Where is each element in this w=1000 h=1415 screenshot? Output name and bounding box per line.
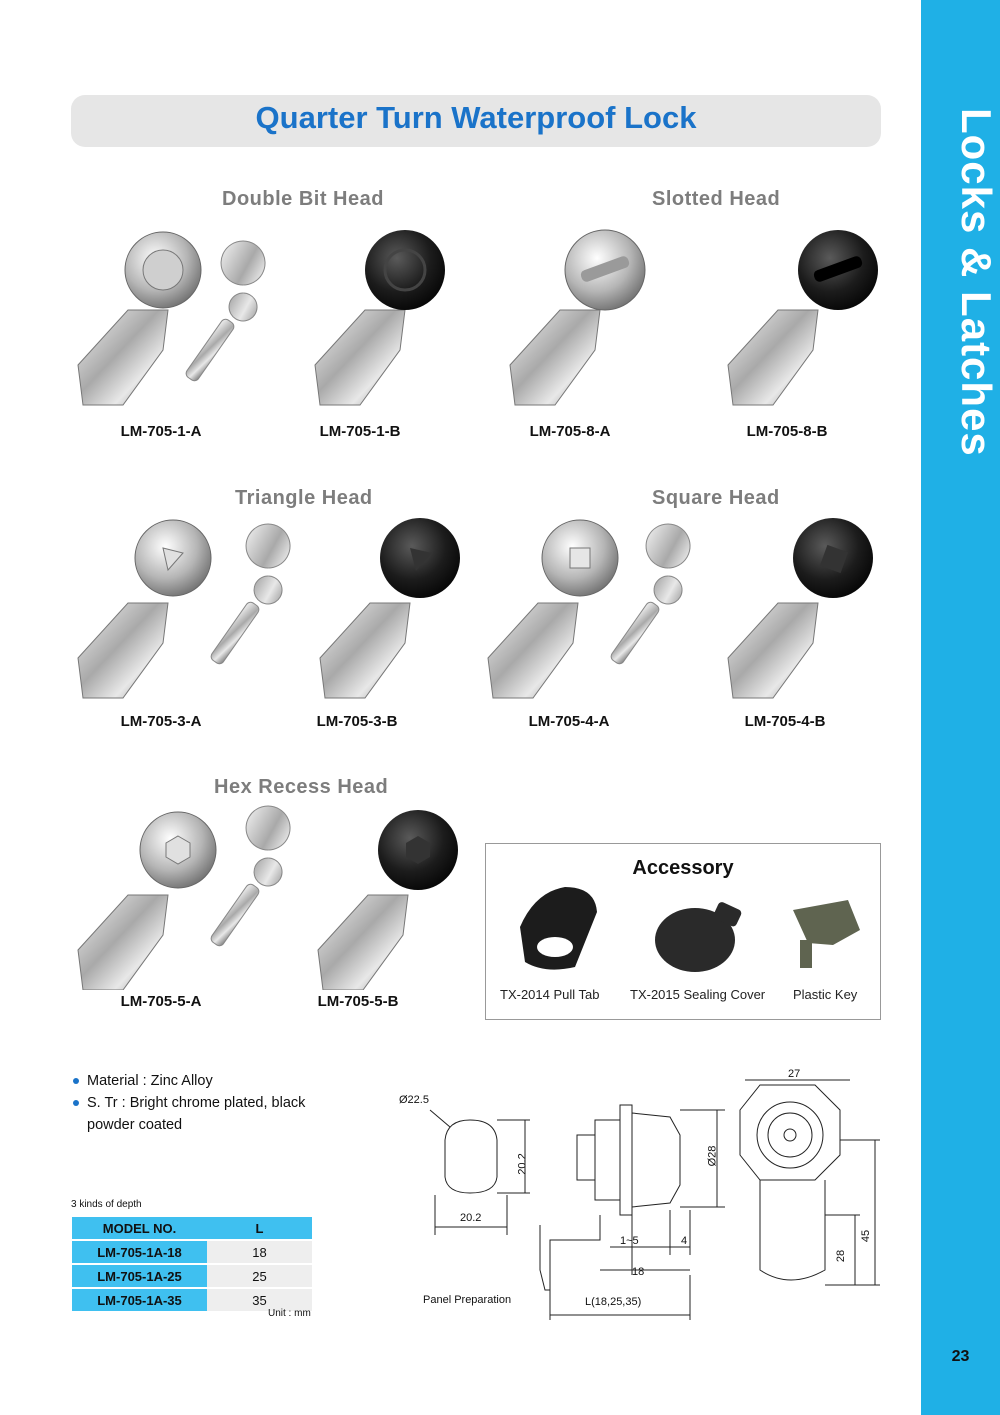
dimension-label: 27 [788,1068,801,1080]
product-image-lm-705-4-a [478,508,718,703]
dimension-label: 28 [835,1249,848,1263]
drawing-caption: Panel Preparation [423,1294,512,1306]
table-row [72,1241,312,1263]
depth-table [72,1215,312,1313]
page-number: 23 [951,1348,970,1365]
group-title-double-bit: Double Bit Head [222,188,384,210]
group-title-square: Square Head [652,487,780,509]
plastic-key-image [788,895,868,975]
model-cell: LM-705-1A-18 [72,1241,207,1263]
dimension-label: 18 [632,1266,645,1278]
dimension-label: 45 [860,1229,873,1243]
product-label: LM-705-3-A [120,713,202,730]
dimension-label: 4 [681,1235,688,1247]
spec-item: S. Tr : Bright chrome plated, black [73,1092,305,1114]
dimension-label: 1~5 [620,1235,639,1247]
unit-note: Unit : mm [268,1308,311,1319]
product-label: LM-705-8-B [746,423,828,440]
depth-note: 3 kinds of depth [71,1199,142,1210]
product-image-lm-705-8-b [718,215,888,410]
dimension-label: L(18,25,35) [585,1296,642,1308]
page-title: Quarter Turn Waterproof Lock [255,100,697,135]
product-image-lm-705-5-a [68,800,318,990]
product-label: LM-705-3-B [316,713,398,730]
product-image-lm-705-5-b [308,800,478,990]
column-header: MODEL NO. [72,1217,207,1239]
table-row [72,1265,312,1287]
pull-tab-image [505,882,605,977]
table-header-row [72,1217,312,1239]
technical-drawing [395,1065,895,1325]
spec-item-cont: powder coated [87,1117,183,1133]
product-label: LM-705-1-B [319,423,401,440]
depth-cell: 35 [207,1289,312,1311]
product-image-lm-705-3-a [68,508,308,703]
product-label: LM-705-4-A [528,713,610,730]
model-cell: LM-705-1A-35 [72,1289,207,1311]
section-title: Locks & Latches [953,107,1000,457]
product-label: LM-705-5-B [317,993,399,1010]
product-label: LM-705-1-A [120,423,202,440]
product-label: LM-705-5-A [120,993,202,1010]
spec-item: Material : Zinc Alloy [73,1070,305,1092]
accessory-title: Accessory [632,857,734,879]
group-title-triangle: Triangle Head [235,487,373,509]
product-image-lm-705-4-b [718,508,888,703]
sealing-cover-image [650,895,750,975]
product-image-lm-705-3-b [310,508,480,703]
spec-list [73,1070,305,1136]
dimension-label: Ø22.5 [399,1094,429,1106]
product-image-lm-705-1-b [305,215,475,410]
dimension-label: 20.2 [516,1153,529,1175]
group-title-slotted: Slotted Head [652,188,781,210]
product-image-lm-705-1-a [68,215,308,410]
dimension-label: 20.2 [460,1212,482,1224]
product-label: LM-705-8-A [529,423,611,440]
accessory-caption: Plastic Key [793,987,858,1002]
accessory-caption: TX-2014 Pull Tab [500,987,600,1002]
group-title-hex-recess: Hex Recess Head [214,776,389,798]
product-image-lm-705-8-a [500,215,670,410]
dimension-label: Ø28 [706,1145,719,1167]
depth-cell: 25 [207,1265,312,1287]
accessory-caption: TX-2015 Sealing Cover [630,987,766,1002]
product-label: LM-705-4-B [744,713,826,730]
model-cell: LM-705-1A-25 [72,1265,207,1287]
depth-cell: 18 [207,1241,312,1263]
column-header: L [207,1217,312,1239]
